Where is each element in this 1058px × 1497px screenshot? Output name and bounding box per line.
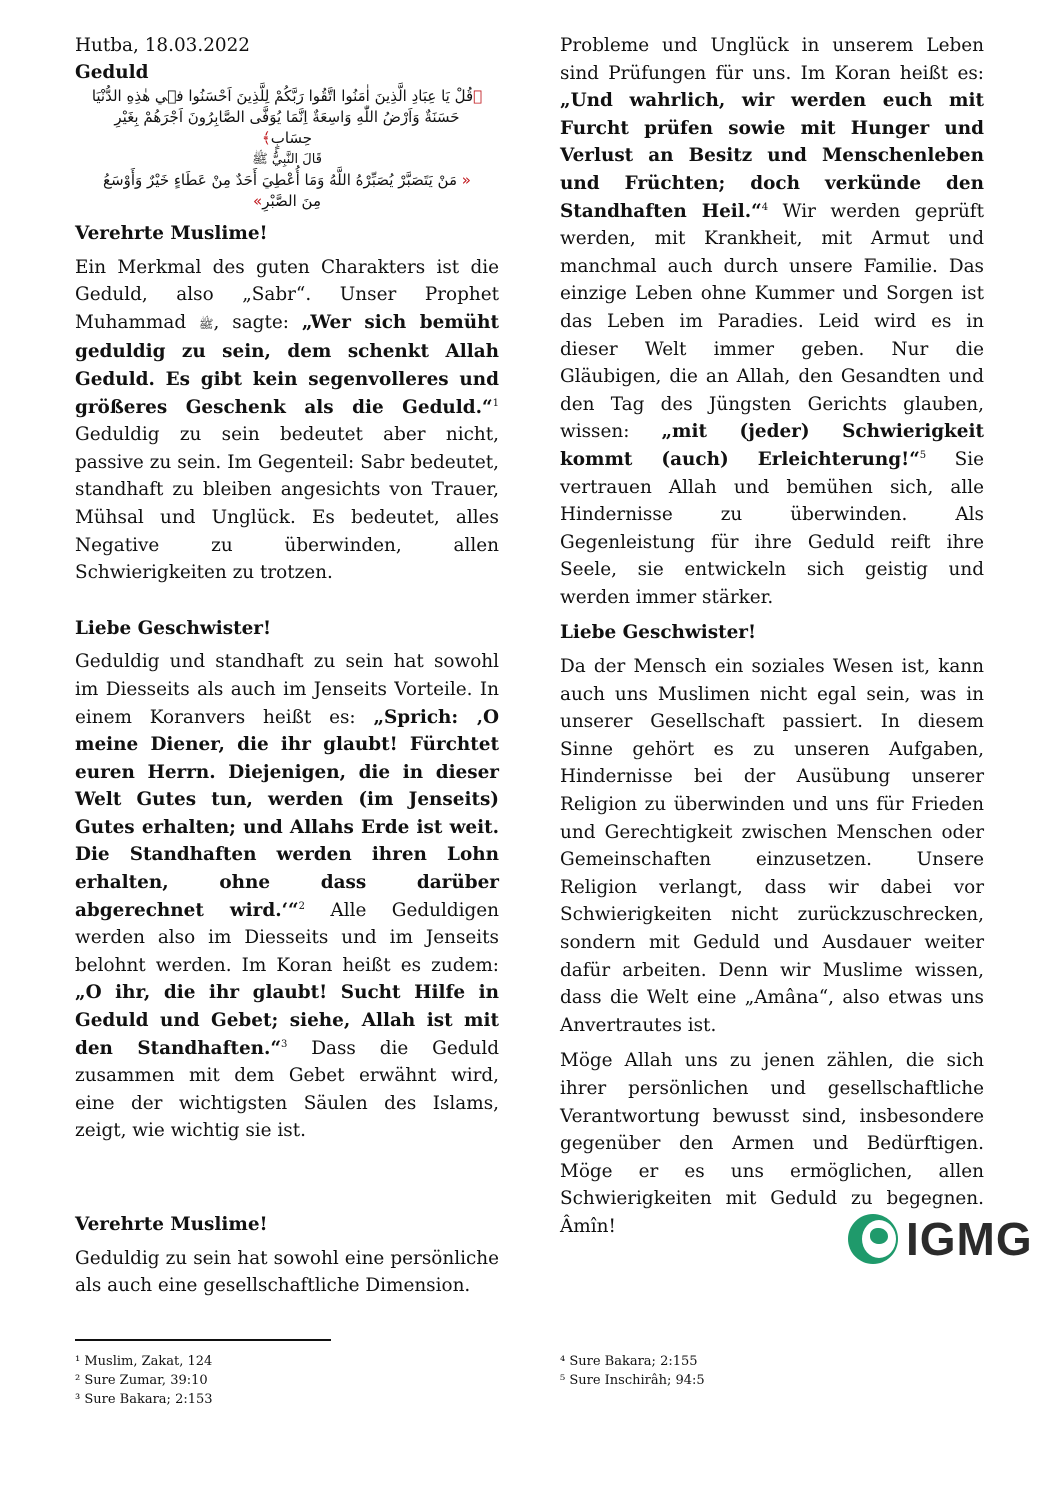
koran-quote-1: „Sprich: ‚O meine Diener, die ihr glaubt! Fürchtet euren Herrn. Diejenigen, die in dieser Welt Gutes tun, werden (im Jenseits) Gutes erhalten; und Allahs Erde ist weit. Die Standhaften werden ihren Lohn erhalten, ohne dass darüber abgerechnet wird.‘“ (75, 706, 499, 921)
footnote-ref-4: 4 (761, 201, 769, 213)
paragraph-left-2: Geduldig und standhaft zu sein hat sowohl im Diesseits als auch im Jenseits Vorteile. In einem Koranvers heißt es: „Sprich: ‚O meine Diener, die ihr glaubt! Fürchtet euren Herrn. Diejenigen, die in dieser Welt Gutes tun, werden (im Jenseits) Gutes erhalten; und Allahs Erde ist weit. Die Standhaften werden ihren Lohn erhalten, ohne dass darüber abgerechnet wird.‘“$^2$ Alle Geduldigen werden also im Diesseits und im Jenseits belohnt werden. Im Koran heißt es zudem: „O ihr, die ihr glaubt! Sucht Hilfe in Geduld und Gebet; siehe, Allah ist mit den Standhaften.“$^3$ Dass die Geduld zusammen mit dem Gebet erwähnt wird, eine der wichtigsten Säulen des Islams, zeigt, wie wichtig sie ist. (75, 651, 499, 1142)
paragraph-left-1: Ein Merkmal des guten Charakters ist die Geduld, also „Sabr“. Unser Prophet Muhammad ﷺ, sagte: „Wer sich bemüht geduldig zu sein, dem schenkt Allah Geduld. Es gibt kein segenvolleres und größeres Geschenk als die Geduld.“$^1$ Geduldig zu sein bedeutet aber nicht, passive zu sein. Im Gegenteil: Sabr bedeutet, standhaft zu bleiben angesichts von Trauer, Mühsal und Unglück. Es bedeutet, alles Negative zu überwinden, allen Schwierigkeiten zu trotzen. (75, 256, 499, 584)
paragraph-left-3: Geduldig zu sein hat sowohl eine persönliche als auch eine gesellschaftliche Dimension. (75, 1247, 499, 1297)
footnote-ref-5: 5 (919, 449, 927, 461)
verse-line-1: قُلْ يَا عِبَادِ الَّذِينَ اٰمَنُوا اتَّقُوا رَبَّكُمْ لِلَّذِينَ اَحْسَنُوا فٖي هٰذِهِ الدُّنْيَا (91, 87, 474, 105)
footnote-divider (75, 1339, 331, 1341)
verse-line-2: حَسَنَةٌ وَاَرْضُ اللّٰهِ وَاسِعَةٌ اِنَّمَا يُوَفَّى الصَّابِرُونَ اَجْرَهُمْ بِغَيْرِ (114, 108, 460, 126)
footnote-3: ³ Sure Bakara; 2:153 (75, 1392, 213, 1407)
paragraph-right-1: Probleme und Unglück in unserem Leben sind Prüfungen für uns. Im Koran heißt es: „Und wahrlich, wir werden euch mit Furcht prüfen sowie mit Hunger und Verlust an Besitz und Menschenleben und Früchten; doch verkünde den Standhaften Heil.“$^4$ Wir werden geprüft werden, mit Krankheit, mit Armut und manchmal auch durch unsere Familie. Das einzige Leben ohne Kummer und Sorgen ist das Leben im Paradies. Leid wird es in dieser Welt immer geben. Nur die Gläubigen, die an Allah, den Gesandten und den Tag des Jüngsten Gerichts glauben, wissen: „mit (jeder) Schwierigkeit kommt (auch) Erleichterung!“$^5$ Sie vertrauen Allah und bemühen sich, alle Hindernisse zu überwinden. Als Gegenleistung für ihre Geduld reift ihre Seele, sie entwickeln sich geistig und werden immer stärker. (560, 35, 985, 608)
footnotes-right (560, 1352, 705, 1390)
hadith-quote: „Wer sich bemüht geduldig zu sein, dem schenkt Allah Geduld. Es gibt kein segenvolleres und größeres Geschenk als die Geduld.“ (75, 311, 499, 418)
bracket-close: ﴾ (261, 129, 271, 147)
footnote-ref-1: 1 (492, 397, 499, 409)
verse-line-3: حِسَابٍ (270, 129, 313, 147)
koran-quote-2: „O ihr, die ihr glaubt! Sucht Hilfe in Geduld und Gebet; siehe, Allah ist mit den Standhaften.“ (75, 982, 499, 1059)
salawat-symbol: ﷺ (199, 316, 214, 331)
footnote-1: ¹ Muslim, Zakat, 124 (75, 1354, 213, 1369)
footnote-4: ⁴ Sure Bakara; 2:155 (560, 1354, 698, 1369)
page-title: Geduld (75, 62, 149, 83)
igmg-logo (848, 1214, 1038, 1264)
prophet-said: قَالَ النَّبِيُّ ﷺ (252, 152, 322, 167)
paragraph-right-2: Da der Mensch ein soziales Wesen ist, kann auch uns Muslimen nicht egal sein, was in unserer Gesellschaft passiert. In diesem Sinne gehört es zu unseren Aufgaben, Hindernisse bei der Ausübung unserer Religion zu überwinden und uns für Frieden und Gerechtigkeit zwischen Menschen oder Gemeinschaften einzusetzen. Unsere Religion verlangt, dass wir dabei vor Schwierigkeiten nicht zurückzuschrecken, sondern mit Geduld und Ausdauer weiter dafür arbeiten. Denn wir Muslime wissen, dass die Welt eine „Amâna“, also etwas uns Anvertrautes ist. (560, 656, 984, 1036)
footnotes-left (75, 1352, 213, 1409)
arabic-verse (75, 86, 499, 212)
left-column (75, 32, 499, 1300)
footnote-2: ² Sure Zumar, 39:10 (75, 1373, 208, 1388)
koran-quote-4: „mit (jeder) Schwierigkeit kommt (auch) Erleichterung!“ (560, 421, 984, 470)
heading-liebe-geschwister-1: Liebe Geschwister! (75, 617, 272, 639)
paragraph-right-3: Möge Allah uns zu jenen zählen, die sich ihrer persönlichen und gesellschaftliche Verantwortung bewusst sind, insbesondere gegenüber den Armen und Bedürftigen. Möge er es uns ermöglichen, allen Schwierigkeiten mit Geduld zu begegnen. Âmîn! (560, 1050, 984, 1237)
logo-text: IGMG (906, 1213, 1033, 1265)
footnote-5: ⁵ Sure Inschirâh; 94:5 (560, 1373, 705, 1388)
heading-liebe-geschwister-2: Liebe Geschwister! (560, 622, 757, 644)
koran-quote-3: „Und wahrlich, wir werden euch mit Furcht prüfen sowie mit Hunger und Verlust an Besitz und Menschenleben und Früchten; doch verkünde den Standhaften Heil.“ (560, 90, 984, 222)
bracket-open: ﴿ (473, 87, 483, 105)
date-line: Hutba, 18.03.2022 (75, 35, 250, 56)
footnote-ref-3: 3 (281, 1038, 288, 1050)
hadith-line-2: مِنَ الصَّبْرِ (262, 192, 321, 210)
globe-icon (848, 1214, 898, 1264)
right-column (560, 32, 984, 1241)
quote-close: » (253, 192, 263, 210)
footnote-ref-2: 2 (298, 900, 305, 912)
hadith-line-1: مَنْ يَتَصَبَّرْ يُصَبِّرْهُ اللَّهُ وَمَا أُعْطِيَ أَحَدٌ مِنْ عَطَاءٍ خَيْرٌ وَأَوْسَعُ (103, 171, 457, 189)
quote-open: « (461, 171, 471, 189)
heading-verehrte-muslime-2: Verehrte Muslime! (75, 1214, 268, 1235)
heading-verehrte-muslime-1: Verehrte Muslime! (75, 223, 268, 244)
